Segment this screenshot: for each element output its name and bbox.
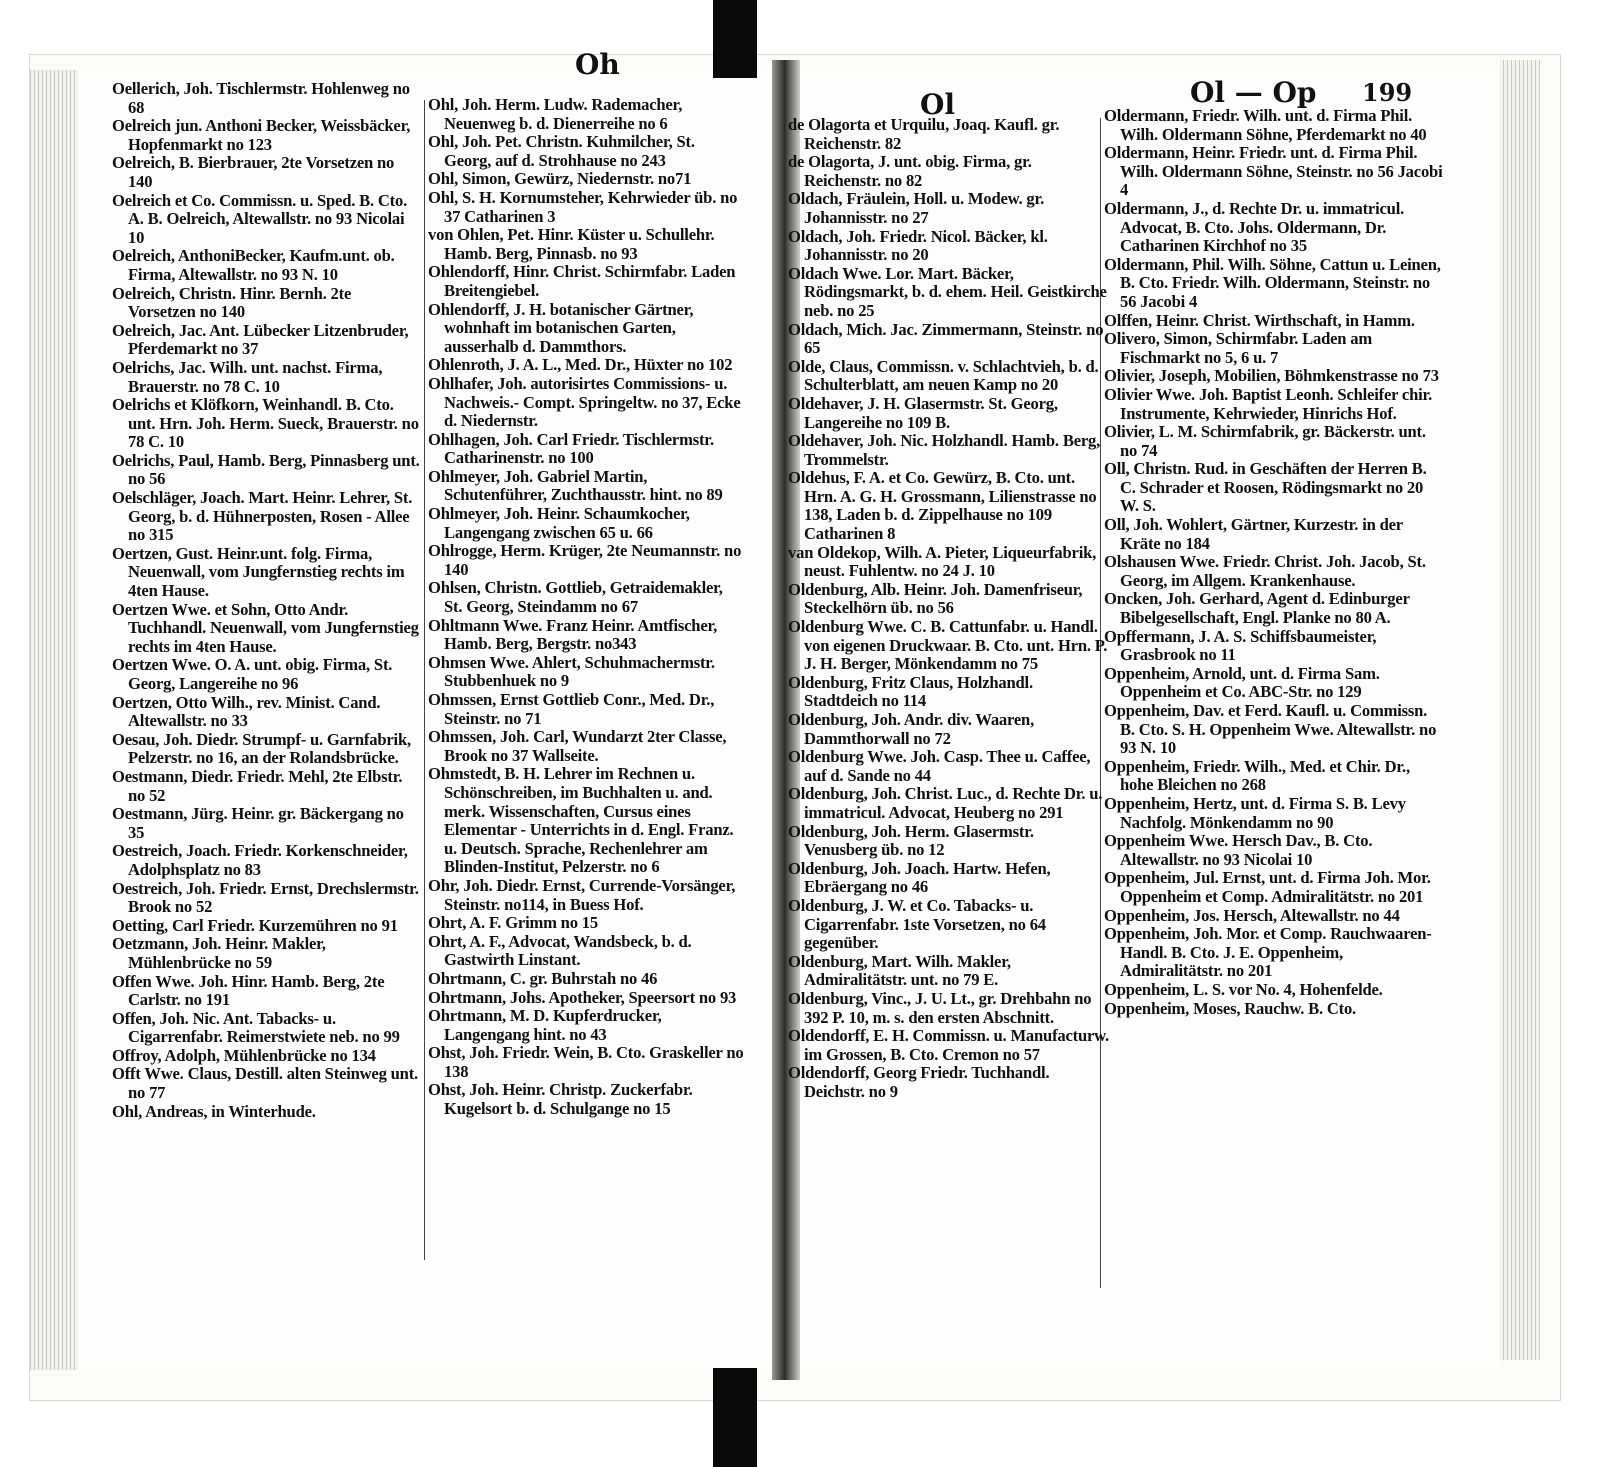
directory-entry: Ohr, Joh. Diedr. Ernst, Currende-Vorsänger, Steinstr. no114, in Buess Hof. [428,875,736,914]
directory-entry: Ohrt, A. F., Advocat, Wandsbeck, b. d. Gastwirth Linstant. [428,931,692,970]
directory-entry: Oelreich et Co. Commissn. u. Sped. B. Cto. A. B. Oelreich, Altewallstr. no 93 Nicolai 10 [112,190,408,247]
directory-entry: Oertzen, Otto Wilh., rev. Minist. Cand. Altewallstr. no 33 [112,692,381,731]
directory-entry: Oppenheim, Joh. Mor. et Comp. Rauchwaaren-Handl. B. Cto. J. E. Oppenheim, Admiralitätstr. no 201 [1104,924,1432,981]
directory-entry: Ohmsen Wwe. Ahlert, Schuhmachermstr. Stubbenhuek no 9 [428,652,715,691]
directory-entry: Oertzen Wwe. et Sohn, Otto Andr. Tuchhandl. Neuenwall, vom Jungfernstieg rechts im 4ten Hause. [112,599,419,656]
page-edges-left [30,70,78,1370]
directory-entry: Oldenburg, Joh. Christ. Luc., d. Rechte Dr. u. immatricul. Advocat, Heuberg no 291 [788,784,1103,822]
directory-column-2 [428,96,744,1119]
directory-entry: Oetting, Carl Friedr. Kurzemühren no 91 [112,915,398,935]
directory-entry: Oppenheim, L. S. vor No. 4, Hohenfelde. [1104,979,1383,999]
directory-entry: Olivier, Joseph, Mobilien, Böhmkenstrasse no 73 [1104,366,1439,386]
directory-entry: Oldach Wwe. Lor. Mart. Bäcker, Rödingsmarkt, b. d. ehem. Heil. Geistkirche neb. no 25 [788,263,1107,320]
directory-entry: Ohltmann Wwe. Franz Heinr. Amtfischer, Hamb. Berg, Bergstr. no343 [428,615,718,654]
directory-entry: Oldenburg, J. W. et Co. Tabacks- u. Cigarrenfabr. 1ste Vorsetzen, no 64 gegenüber. [788,895,1046,953]
directory-entry: Ohst, Joh. Friedr. Wein, B. Cto. Graskeller no 138 [428,1043,744,1081]
directory-entry: Oldenburg, Mart. Wilh. Makler, Admiralitätstr. unt. no 79 E. [788,951,1011,990]
directory-entry: Ohmssen, Ernst Gottlieb Conr., Med. Dr., Steinstr. no 71 [428,690,715,728]
directory-entry: Oldermann, Heinr. Friedr. unt. d. Firma Phil. Wilh. Oldermann Söhne, Steinstr. no 56 Jacobi 4 [1104,143,1443,200]
directory-entry: Ohl, S. H. Kornumsteher, Kehrwieder üb. no 37 Catharinen 3 [428,187,738,226]
directory-entry: Ohlmeyer, Joh. Heinr. Schaumkocher, Langengang zwischen 65 u. 66 [428,504,690,542]
directory-entry: Ohlhafer, Joh. autorisirtes Commissions- u. Nachweis.- Compt. Springeltw. no 37, Ecke d. Niedernstr. [428,373,741,431]
directory-entry: Oldendorff, Georg Friedr. Tuchhandl. Deichstr. no 9 [788,1063,1050,1101]
directory-entry: Oldendorff, E. H. Commissn. u. Manufacturw. im Grossen, B. Cto. Cremon no 57 [788,1026,1109,1064]
directory-entry: Oppenheim, Hertz, unt. d. Firma S. B. Levy Nachfolg. Mönkendamm no 90 [1104,793,1406,832]
directory-column-3 [788,116,1110,1101]
directory-entry: Ohlhagen, Joh. Carl Friedr. Tischlermstr. Catharinenstr. no 100 [428,429,714,468]
directory-entry: Oldenburg, Joh. Herm. Glasermstr. Venusberg üb. no 12 [788,821,1034,860]
directory-entry: Olivier Wwe. Joh. Baptist Leonh. Schleifer chir. Instrumente, Kehrwieder, Hinrichs Hof. [1104,384,1433,423]
page-edges-right [1500,60,1540,1360]
directory-entry: Oldach, Joh. Friedr. Nicol. Bäcker, kl. Johannisstr. no 20 [788,226,1048,265]
directory-entry: Oetzmann, Joh. Heinr. Makler, Mühlenbrücke no 59 [112,934,326,972]
directory-entry: Ohlendorff, Hinr. Christ. Schirmfabr. Laden Breitengiebel. [428,262,736,300]
directory-column-4 [1104,107,1444,1018]
directory-entry: Oppenheim Wwe. Hersch Dav., B. Cto. Altewallstr. no 93 Nicolai 10 [1104,831,1373,869]
directory-entry: Ohmstedt, B. H. Lehrer im Rechnen u. Schönschreiben, im Buchhalten u. and. merk. Wissenschaften, Cursus eines Elementar - Unterrichts in d. Engl. Franz. u. Deutsch. Sprache, Rechenlehrer am Blinden-Institut, Pelzerstr. no 6 [428,764,734,877]
directory-entry: Oelreich, Jac. Ant. Lübecker Litzenbruder, Pferdemarkt no 37 [112,320,409,359]
directory-entry: Oldermann, J., d. Rechte Dr. u. immatricul. Advocat, B. Cto. Johs. Oldermann, Dr. Catharinen Kirchhof no 35 [1104,198,1405,256]
column-divider-left [424,100,425,1260]
directory-entry: Ohl, Andreas, in Winterhude. [112,1101,316,1121]
directory-entry: Oppenheim, Jul. Ernst, unt. d. Firma Joh. Mor. Oppenheim et Comp. Admiralitätstr. no 201 [1104,868,1431,906]
directory-entry: Olffen, Heinr. Christ. Wirthschaft, in Hamm. [1104,310,1415,330]
directory-entry: Oelrichs, Paul, Hamb. Berg, Pinnasberg unt. no 56 [112,450,420,489]
directory-entry: Offen Wwe. Joh. Hinr. Hamb. Berg, 2te Carlstr. no 191 [112,971,385,1010]
directory-entry: Olivero, Simon, Schirmfabr. Laden am Fischmarkt no 5, 6 u. 7 [1104,329,1372,367]
directory-entry: Oellerich, Joh. Tischlermstr. Hohlenweg no 68 [112,79,410,117]
directory-entry: Oldenburg, Alb. Heinr. Joh. Damenfriseur, Steckelhörn üb. no 56 [788,579,1083,618]
directory-entry: Offt Wwe. Claus, Destill. alten Steinweg unt. no 77 [112,1064,418,1103]
right-page-header: Ol [920,88,956,121]
directory-entry: Oldermann, Phil. Wilh. Söhne, Cattun u. Leinen, B. Cto. Friedr. Wilh. Oldermann, Steinstr. no 56 Jacobi 4 [1104,254,1441,311]
directory-entry: Oldenburg Wwe. C. B. Cattunfabr. u. Handl. von eigenen Druckwaar. B. Cto. unt. Hrn. P. J. H. Berger, Mönkendamm no 75 [788,617,1108,674]
directory-entry: van Oldekop, Wilh. A. Pieter, Liqueurfabrik, neust. Fuhlentw. no 24 J. 10 [788,542,1097,581]
directory-entry: Olivier, L. M. Schirmfabrik, gr. Bäckerstr. unt. no 74 [1104,422,1426,460]
directory-entry: Ohlrogge, Herm. Krüger, 2te Neumannstr. no 140 [428,541,742,579]
directory-entry: Ohl, Joh. Herm. Ludw. Rademacher, Neuenweg b. d. Dienerreihe no 6 [428,95,683,133]
directory-entry: Offroy, Adolph, Mühlenbrücke no 134 [112,1045,376,1065]
directory-entry: Oppenheim, Dav. et Ferd. Kaufl. u. Commissn. B. Cto. S. H. Oppenheim Wwe. Altewallstr. no 93 N. 10 [1104,701,1437,758]
directory-entry: Ohlsen, Christn. Gottlieb, Getraidemakler, St. Georg, Steindamm no 67 [428,578,723,617]
directory-entry: Oelrichs, Jac. Wilh. unt. nachst. Firma, Brauerstr. no 78 C. 10 [112,357,383,396]
directory-entry: Oelschläger, Joach. Mart. Heinr. Lehrer, St. Georg, b. d. Hühnerposten, Rosen - Allee no 315 [112,488,413,545]
left-page-header: Oh [575,48,620,81]
directory-entry: Oppenheim, Friedr. Wilh., Med. et Chir. Dr., hohe Bleichen no 268 [1104,756,1410,795]
directory-entry: Oldenburg Wwe. Joh. Casp. Thee u. Caffee, auf d. Sande no 44 [788,747,1091,785]
directory-entry: Oldehus, F. A. et Co. Gewürz, B. Cto. unt. Hrn. A. G. H. Grossmann, Lilienstrasse no 138, Laden b. d. Zippelhause no 109 Catharinen 8 [788,468,1097,544]
directory-entry: Ohrtmann, M. D. Kupferdrucker, Langengang hint. no 43 [428,1006,662,1044]
directory-entry: Oelreich, Christn. Hinr. Bernh. 2te Vorsetzen no 140 [112,283,352,322]
directory-entry: de Olagorta, J. unt. obig. Firma, gr. Reichenstr. no 82 [788,152,1032,190]
directory-entry: Oestmann, Jürg. Heinr. gr. Bäckergang no 35 [112,804,404,842]
directory-entry: Oesau, Joh. Diedr. Strumpf- u. Garnfabrik, Pelzerstr. no 16, an der Rolandsbrücke. [112,729,411,768]
directory-entry: Oldenburg, Vinc., J. U. Lt., gr. Drehbahn no 392 P. 10, m. s. den ersten Abschnitt. [788,988,1092,1027]
directory-entry: Oncken, Joh. Gerhard, Agent d. Edinburger Bibelgesellschaft, Engl. Planke no 80 A. [1104,589,1410,628]
directory-entry: Oldehaver, J. H. Glasermstr. St. Georg, Langereihe no 109 B. [788,393,1058,432]
directory-entry: Ohlenroth, J. A. L., Med. Dr., Hüxter no 102 [428,355,733,375]
directory-entry: Olshausen Wwe. Friedr. Christ. Joh. Jacob, St. Georg, im Allgem. Krankenhause. [1104,552,1426,590]
directory-entry: Ohl, Simon, Gewürz, Niedernstr. no71 [428,169,692,189]
directory-entry: Ohmssen, Joh. Carl, Wundarzt 2ter Classe, Brook no 37 Wallseite. [428,727,727,765]
directory-entry: Oestmann, Diedr. Friedr. Mehl, 2te Elbstr. no 52 [112,766,403,805]
directory-entry: Oldenburg, Joh. Joach. Hartw. Hefen, Ebräergang no 46 [788,858,1051,897]
directory-column-1 [112,80,422,1121]
directory-entry: Oldenburg, Fritz Claus, Holzhandl. Stadtdeich no 114 [788,672,1033,711]
directory-entry: Oppenheim, Jos. Hersch, Altewallstr. no 44 [1104,905,1400,925]
directory-entry: Oll, Christn. Rud. in Geschäften der Herren B. C. Schrader et Roosen, Rödingsmarkt no 20 W. S. [1104,459,1427,516]
directory-entry: Ohl, Joh. Pet. Christn. Kuhmilcher, St. Georg, auf d. Strohhause no 243 [428,132,695,170]
directory-entry: Oertzen, Gust. Heinr.unt. folg. Firma, Neuenwall, vom Jungfernstieg rechts im 4ten Hause. [112,543,405,601]
right-page-range: Ol — Op [1190,76,1317,109]
directory-entry: Oldach, Fräulein, Holl. u. Modew. gr. Johannisstr. no 27 [788,189,1045,227]
directory-entry: Oertzen Wwe. O. A. unt. obig. Firma, St. Georg, Langereihe no 96 [112,655,393,693]
directory-entry: Oldehaver, Joh. Nic. Holzhandl. Hamb. Berg, Trommelstr. [788,431,1101,469]
directory-entry: Oldermann, Friedr. Wilh. unt. d. Firma Phil. Wilh. Oldermann Söhne, Pferdemarkt no 40 [1104,106,1427,144]
directory-entry: Oelrichs et Klöfkorn, Weinhandl. B. Cto. unt. Hrn. Joh. Herm. Sueck, Brauerstr. no 78 C. 10 [112,395,419,452]
page-number: 199 [1362,78,1413,107]
directory-entry: Oldach, Mich. Jac. Zimmermann, Steinstr. no 65 [788,319,1104,358]
binding-clip-top [713,0,757,78]
directory-entry: Opffermann, J. A. S. Schiffsbaumeister, Grasbrook no 11 [1104,626,1377,665]
directory-entry: Ohlendorff, J. H. botanischer Gärtner, wohnhaft im botanischen Garten, ausserhalb d. Dammthors. [428,299,694,356]
directory-entry: Ohlmeyer, Joh. Gabriel Martin, Schutenführer, Zuchthausstr. hint. no 89 [428,466,723,505]
directory-entry: Ohrtmann, C. gr. Buhrstah no 46 [428,968,658,988]
directory-entry: Ohst, Joh. Heinr. Christp. Zuckerfabr. Kugelsort b. d. Schulgange no 15 [428,1080,693,1119]
directory-entry: Ohrt, A. F. Grimm no 15 [428,913,598,933]
directory-entry: Oppenheim, Arnold, unt. d. Firma Sam. Oppenheim et Co. ABC-Str. no 129 [1104,663,1380,702]
directory-entry: Oelreich jun. Anthoni Becker, Weissbäcker, Hopfenmarkt no 123 [112,116,411,154]
directory-entry: Oelreich, AnthoniBecker, Kaufm.unt. ob. Firma, Altewallstr. no 93 N. 10 [112,246,395,284]
directory-entry: von Ohlen, Pet. Hinr. Küster u. Schullehr. Hamb. Berg, Pinnasb. no 93 [428,225,715,263]
binding-clip-bottom [713,1368,757,1467]
directory-entry: de Olagorta et Urquilu, Joaq. Kaufl. gr. Reichenstr. 82 [788,115,1060,153]
directory-entry: Oll, Joh. Wohlert, Gärtner, Kurzestr. in der Kräte no 184 [1104,515,1403,553]
directory-entry: Oppenheim, Moses, Rauchw. B. Cto. [1104,998,1357,1018]
directory-entry: Offen, Joh. Nic. Ant. Tabacks- u. Cigarrenfabr. Reimerstwiete neb. no 99 [112,1008,400,1047]
directory-entry: Oldenburg, Joh. Andr. div. Waaren, Dammthorwall no 72 [788,710,1035,748]
directory-entry: Olde, Claus, Commissn. v. Schlachtvieh, b. d. Schulterblatt, am neuen Kamp no 20 [788,356,1099,395]
directory-entry: Oestreich, Joh. Friedr. Ernst, Drechslermstr. Brook no 52 [112,878,419,917]
directory-entry: Oelreich, B. Bierbrauer, 2te Vorsetzen no 140 [112,153,395,191]
directory-entry: Ohrtmann, Johs. Apotheker, Speersort no 93 [428,987,737,1007]
directory-entry: Oestreich, Joach. Friedr. Korkenschneider, Adolphsplatz no 83 [112,841,408,879]
